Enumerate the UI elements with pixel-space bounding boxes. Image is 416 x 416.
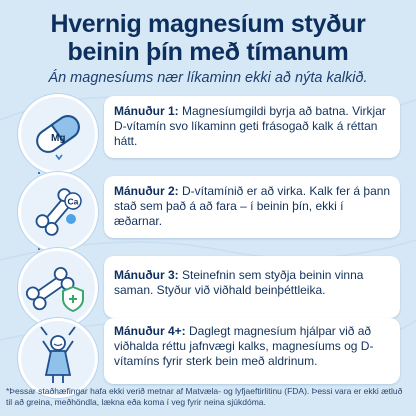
step-4-text [114, 324, 392, 369]
step-2-icon-circle [18, 172, 98, 252]
step-3-label: Mánuður 3: [114, 268, 179, 282]
step-2-label: Mánuður 2: [114, 184, 179, 198]
bone-calcium-icon [21, 175, 95, 249]
step-3-description: Steinefnin sem styðja beinin vinna saman. Styður við viðhald beinþéttleika. [114, 268, 364, 297]
step-4-label: Mánuður 4+: [114, 324, 186, 338]
mg-pill-text: Mg [51, 133, 66, 144]
disclaimer: *Þessar staðhæfingar hafa ekki verið metnar af Matvæla- og lyfjaeftirlitinu (FDA). Þessi vara er ekki ætluð til að greina, meðhöndla, lækna eða koma í veg fyrir neina sjúkdóma. [6, 386, 403, 407]
happy-person-icon [21, 321, 95, 395]
bone-shield-icon [21, 251, 95, 325]
step-3-text [114, 268, 392, 298]
step-1-icon-circle [18, 94, 98, 174]
step-card-2 [104, 176, 400, 238]
step-4-description: Daglegt magnesíum hjálpar við að viðhalda réttu jafnvægi kalks, magnesíums og D-vítamíns fyrir sterk bein með aldrinum. [114, 324, 374, 368]
step-1-text [114, 104, 392, 149]
ca-badge-text: Ca [67, 196, 79, 207]
page-title [0, 10, 416, 66]
step-card-4 [104, 318, 400, 384]
step-1-description: Magnesíumgildi byrja að batna. Virkjar D-vítamín svo líkaminn geti frásogað kalk á réttan hátt. [114, 104, 386, 148]
title-line-1: Hvernig magnesíum styður [50, 10, 366, 38]
page-subtitle: Án magnesíums nær líkaminn ekki að nýta kalkið. [48, 70, 368, 86]
step-2-text [114, 184, 392, 229]
title-line-2: beinin þín með tímanum [67, 38, 349, 66]
step-1-label: Mánuður 1: [114, 104, 179, 118]
step-card-3 [104, 256, 400, 318]
step-card-1 [104, 96, 400, 158]
step-2-description: D-vítamínið er að virka. Kalk fer á þann stað sem það á að fara – í beinin þín, ekki í æðarnar. [114, 184, 391, 228]
mg-pill-icon [21, 97, 95, 171]
step-3-icon-circle [18, 248, 98, 328]
